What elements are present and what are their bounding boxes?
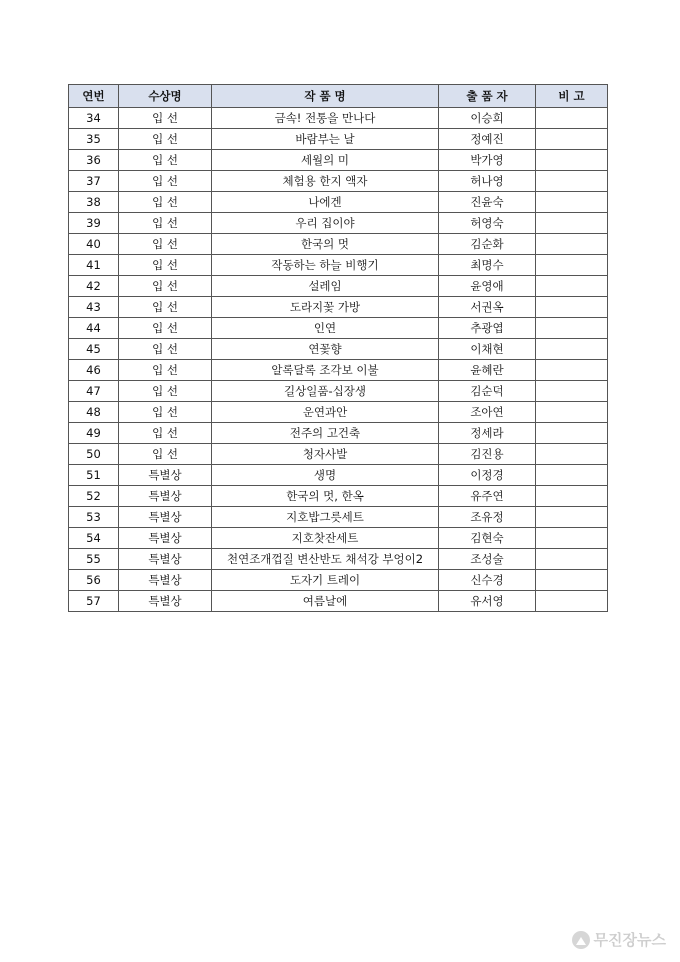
- cell-number: 52: [69, 486, 119, 507]
- cell-remarks: [536, 234, 608, 255]
- table-row: [69, 465, 608, 486]
- table-row: [69, 528, 608, 549]
- cell-number: 56: [69, 570, 119, 591]
- table-row: [69, 297, 608, 318]
- cell-work-title: 금속! 전통을 만나다: [212, 108, 439, 129]
- cell-number: 40: [69, 234, 119, 255]
- cell-entrant: 진윤숙: [439, 192, 536, 213]
- table-header-row: [69, 85, 608, 108]
- cell-number: 54: [69, 528, 119, 549]
- cell-entrant: 이정경: [439, 465, 536, 486]
- cell-work-title: 도라지꽃 가방: [212, 297, 439, 318]
- table-row: [69, 150, 608, 171]
- cell-work-title: 우리 집이야: [212, 213, 439, 234]
- cell-work-title: 여름날에: [212, 591, 439, 612]
- cell-award: 입 선: [119, 150, 212, 171]
- cell-remarks: [536, 507, 608, 528]
- cell-number: 45: [69, 339, 119, 360]
- cell-remarks: [536, 213, 608, 234]
- cell-work-title: 세월의 미: [212, 150, 439, 171]
- cell-award: 특별상: [119, 465, 212, 486]
- cell-award: 입 선: [119, 171, 212, 192]
- cell-entrant: 정세라: [439, 423, 536, 444]
- cell-entrant: 김진용: [439, 444, 536, 465]
- cell-entrant: 박가영: [439, 150, 536, 171]
- cell-remarks: [536, 171, 608, 192]
- cell-remarks: [536, 360, 608, 381]
- cell-entrant: 윤영애: [439, 276, 536, 297]
- cell-award: 입 선: [119, 297, 212, 318]
- cell-award: 특별상: [119, 507, 212, 528]
- table-row: [69, 381, 608, 402]
- cell-number: 42: [69, 276, 119, 297]
- table-row: [69, 318, 608, 339]
- cell-remarks: [536, 486, 608, 507]
- cell-remarks: [536, 318, 608, 339]
- cell-remarks: [536, 423, 608, 444]
- cell-work-title: 연꽃향: [212, 339, 439, 360]
- cell-award: 입 선: [119, 192, 212, 213]
- cell-remarks: [536, 108, 608, 129]
- cell-entrant: 윤혜란: [439, 360, 536, 381]
- cell-entrant: 이채현: [439, 339, 536, 360]
- cell-work-title: 체험용 한지 액자: [212, 171, 439, 192]
- cell-number: 55: [69, 549, 119, 570]
- cell-remarks: [536, 276, 608, 297]
- cell-entrant: 허영숙: [439, 213, 536, 234]
- cell-remarks: [536, 255, 608, 276]
- cell-award: 입 선: [119, 234, 212, 255]
- cell-entrant: 이승희: [439, 108, 536, 129]
- table-row: [69, 402, 608, 423]
- table-row: [69, 192, 608, 213]
- cell-award: 특별상: [119, 486, 212, 507]
- cell-work-title: 운연과안: [212, 402, 439, 423]
- table-row: [69, 129, 608, 150]
- cell-remarks: [536, 192, 608, 213]
- cell-entrant: 김순덕: [439, 381, 536, 402]
- cell-remarks: [536, 444, 608, 465]
- cell-work-title: 도자기 트레이: [212, 570, 439, 591]
- cell-number: 57: [69, 591, 119, 612]
- header-work-title: 작 품 명: [212, 85, 439, 108]
- cell-award: 입 선: [119, 276, 212, 297]
- cell-award: 입 선: [119, 339, 212, 360]
- cell-number: 44: [69, 318, 119, 339]
- cell-remarks: [536, 528, 608, 549]
- watermark-text: 무진장뉴스: [593, 931, 666, 949]
- cell-award: 입 선: [119, 423, 212, 444]
- cell-number: 34: [69, 108, 119, 129]
- table-row: [69, 360, 608, 381]
- cell-work-title: 한국의 멋, 한옥: [212, 486, 439, 507]
- cell-award: 입 선: [119, 129, 212, 150]
- cell-work-title: 인연: [212, 318, 439, 339]
- header-award: 수상명: [119, 85, 212, 108]
- cell-work-title: 길상일품-십장생: [212, 381, 439, 402]
- cell-work-title: 작동하는 하늘 비행기: [212, 255, 439, 276]
- cell-remarks: [536, 150, 608, 171]
- header-remarks: 비 고: [536, 85, 608, 108]
- cell-number: 36: [69, 150, 119, 171]
- cell-award: 입 선: [119, 360, 212, 381]
- cell-number: 43: [69, 297, 119, 318]
- cell-number: 53: [69, 507, 119, 528]
- cell-number: 50: [69, 444, 119, 465]
- cell-award: 입 선: [119, 444, 212, 465]
- cell-work-title: 청자사발: [212, 444, 439, 465]
- cell-work-title: 알록달록 조각보 이불: [212, 360, 439, 381]
- cell-number: 39: [69, 213, 119, 234]
- cell-entrant: 서권옥: [439, 297, 536, 318]
- cell-work-title: 지호찻잔세트: [212, 528, 439, 549]
- cell-number: 51: [69, 465, 119, 486]
- cell-number: 38: [69, 192, 119, 213]
- cell-remarks: [536, 570, 608, 591]
- table-row: [69, 570, 608, 591]
- table-row: [69, 171, 608, 192]
- cell-number: 37: [69, 171, 119, 192]
- cell-number: 49: [69, 423, 119, 444]
- cell-award: 입 선: [119, 213, 212, 234]
- cell-remarks: [536, 465, 608, 486]
- table-body: [69, 108, 608, 612]
- cell-remarks: [536, 339, 608, 360]
- watermark: [572, 929, 666, 950]
- cell-number: 46: [69, 360, 119, 381]
- cell-entrant: 신수경: [439, 570, 536, 591]
- table-row: [69, 486, 608, 507]
- cell-award: 특별상: [119, 549, 212, 570]
- mountain-logo-icon: [572, 931, 590, 949]
- cell-award: 특별상: [119, 591, 212, 612]
- table-row: [69, 507, 608, 528]
- table-row: [69, 444, 608, 465]
- cell-entrant: 추광엽: [439, 318, 536, 339]
- cell-award: 특별상: [119, 528, 212, 549]
- cell-entrant: 김순화: [439, 234, 536, 255]
- cell-entrant: 조유정: [439, 507, 536, 528]
- header-number: 연번: [69, 85, 119, 108]
- cell-work-title: 지호밥그릇세트: [212, 507, 439, 528]
- cell-entrant: 김현숙: [439, 528, 536, 549]
- cell-award: 특별상: [119, 570, 212, 591]
- cell-work-title: 한국의 멋: [212, 234, 439, 255]
- table-row: [69, 591, 608, 612]
- cell-remarks: [536, 129, 608, 150]
- cell-entrant: 유서영: [439, 591, 536, 612]
- cell-work-title: 생명: [212, 465, 439, 486]
- table-row: [69, 108, 608, 129]
- table-row: [69, 423, 608, 444]
- cell-award: 입 선: [119, 318, 212, 339]
- cell-entrant: 조아연: [439, 402, 536, 423]
- cell-entrant: 조성술: [439, 549, 536, 570]
- cell-award: 입 선: [119, 255, 212, 276]
- cell-award: 입 선: [119, 402, 212, 423]
- cell-entrant: 유주연: [439, 486, 536, 507]
- cell-award: 입 선: [119, 381, 212, 402]
- cell-number: 48: [69, 402, 119, 423]
- cell-number: 41: [69, 255, 119, 276]
- header-entrant: 출 품 자: [439, 85, 536, 108]
- cell-remarks: [536, 402, 608, 423]
- award-table: [68, 84, 608, 612]
- table-row: [69, 339, 608, 360]
- cell-entrant: 정예진: [439, 129, 536, 150]
- table-row: [69, 276, 608, 297]
- table-row: [69, 255, 608, 276]
- cell-entrant: 최명수: [439, 255, 536, 276]
- cell-number: 47: [69, 381, 119, 402]
- table-row: [69, 234, 608, 255]
- cell-remarks: [536, 297, 608, 318]
- cell-entrant: 허나영: [439, 171, 536, 192]
- cell-work-title: 천연조개껍질 변산반도 채석강 부엉이2: [212, 549, 439, 570]
- cell-work-title: 바람부는 날: [212, 129, 439, 150]
- cell-number: 35: [69, 129, 119, 150]
- cell-remarks: [536, 591, 608, 612]
- table-row: [69, 549, 608, 570]
- cell-remarks: [536, 381, 608, 402]
- cell-work-title: 전주의 고건축: [212, 423, 439, 444]
- cell-work-title: 나에겐: [212, 192, 439, 213]
- table-row: [69, 213, 608, 234]
- cell-award: 입 선: [119, 108, 212, 129]
- cell-work-title: 설레임: [212, 276, 439, 297]
- cell-remarks: [536, 549, 608, 570]
